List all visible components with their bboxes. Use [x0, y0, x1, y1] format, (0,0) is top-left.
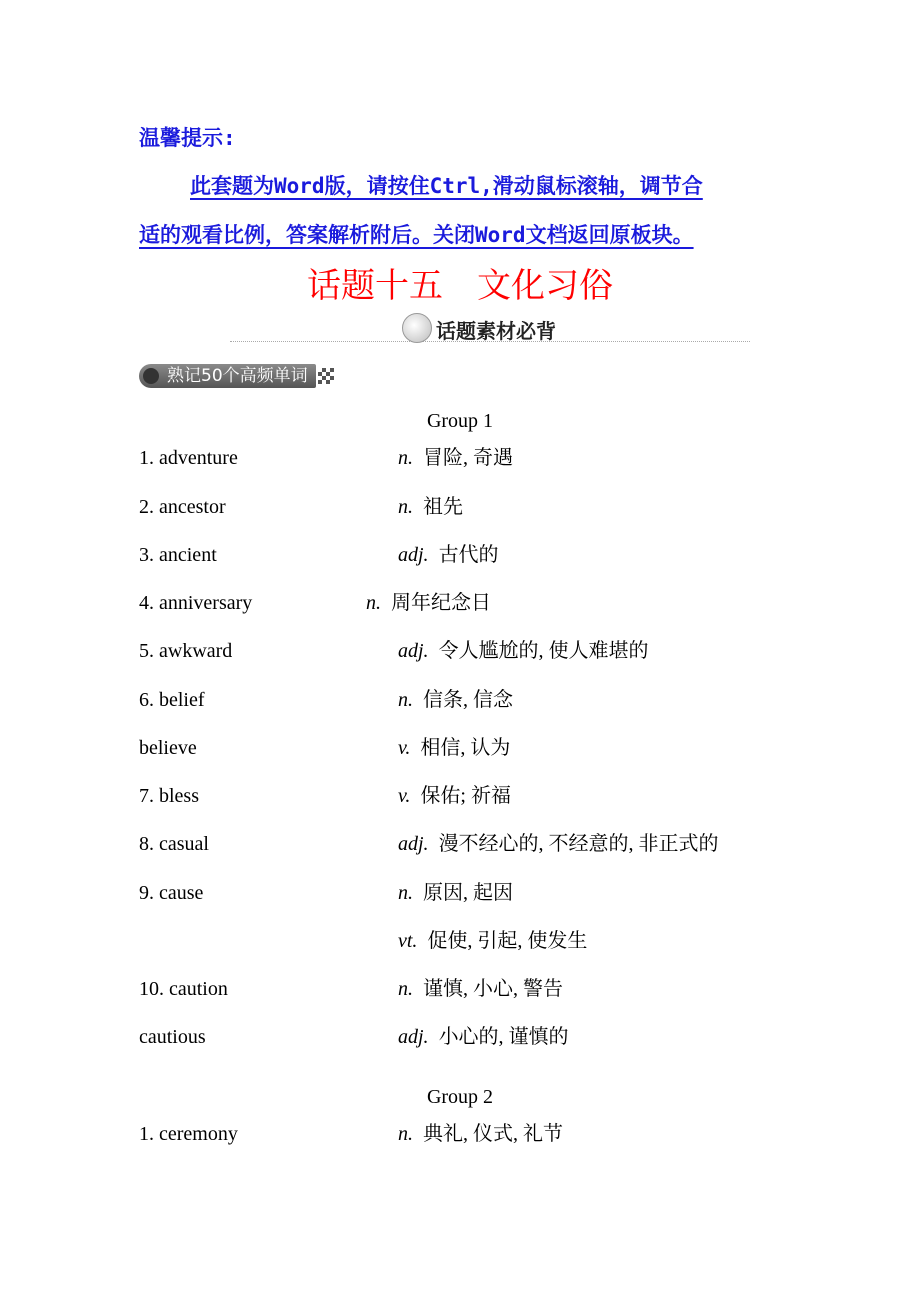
group-heading: Group 2: [426, 1085, 494, 1108]
graduation-cap-icon: [143, 368, 159, 384]
vocab-entry: [0, 443, 920, 473]
vocab-entry: [0, 636, 920, 666]
part-of-speech: v.: [398, 736, 411, 759]
vocab-definition: [398, 685, 513, 715]
vocab-word: 2. ancestor: [139, 495, 226, 518]
definition-text: 谨慎, 小心, 警告: [423, 978, 563, 1000]
part-of-speech: adj.: [398, 1026, 429, 1049]
tip-heading: 温馨提示:: [139, 126, 236, 150]
definition-text: 保佑; 祈福: [420, 785, 511, 807]
tip-link-line2[interactable]: 适的观看比例，答案解析附后。关闭Word文档返回原板块。: [139, 223, 694, 247]
vocab-definition: [398, 829, 719, 859]
vocab-entry: [0, 540, 920, 570]
section-banner: [230, 313, 750, 345]
definition-text: 相信, 认为: [420, 736, 511, 759]
part-of-speech: n.: [398, 1122, 413, 1145]
group-heading: Group 1: [426, 410, 494, 432]
vocab-word: cautious: [139, 1026, 206, 1049]
definition-text: 祖先: [423, 495, 463, 518]
part-of-speech: n.: [398, 688, 413, 711]
tip-link-line1[interactable]: 此套题为Word版，请按住Ctrl,滑动鼠标滚轴，调节合: [190, 174, 703, 198]
vocab-word: 9. cause: [139, 881, 204, 904]
vocab-entry: [0, 733, 920, 763]
definition-text: 促使, 引起, 使发生: [427, 929, 588, 952]
vocab-definition: [398, 636, 649, 666]
vocab-entry: [0, 1119, 920, 1149]
vocab-word: 1. adventure: [139, 447, 238, 470]
vocab-entry: [0, 1022, 920, 1052]
vocab-definition: [398, 1022, 569, 1052]
vocab-word: 5. awkward: [139, 640, 233, 663]
vocab-word: 8. casual: [139, 833, 209, 856]
vocab-definition: [398, 878, 513, 908]
vocab-entry: [0, 829, 920, 859]
vocab-word: 7. bless: [139, 785, 199, 807]
vocab-entry: [0, 588, 920, 618]
definition-text: 周年纪念日: [391, 592, 491, 614]
definition-text: 冒险, 奇遇: [423, 447, 513, 470]
vocab-word: 3. ancient: [139, 543, 217, 566]
part-of-speech: adj.: [398, 543, 429, 566]
part-of-speech: n.: [398, 447, 413, 470]
definition-text: 漫不经心的, 不经意的, 非正式的: [438, 833, 719, 856]
part-of-speech: n.: [366, 592, 381, 614]
part-of-speech: n.: [398, 495, 413, 518]
vocab-entry: [0, 781, 920, 811]
definition-text: 古代的: [438, 543, 499, 566]
definition-text: 令人尴尬的, 使人难堪的: [438, 640, 649, 663]
vocab-definition: [398, 492, 463, 522]
vocab-word: 10. caution: [139, 978, 228, 1000]
vocab-word: believe: [139, 736, 197, 759]
vocab-definition: [398, 733, 510, 763]
definition-text: 信条, 信念: [423, 688, 513, 711]
page-title: 话题十五 文化习俗: [307, 266, 613, 306]
vocab-entry: [0, 926, 920, 956]
vocab-entry: [0, 878, 920, 908]
vocab-definition: [398, 443, 513, 473]
part-of-speech: n.: [398, 881, 413, 904]
part-of-speech: n.: [398, 978, 413, 1000]
vocab-definition: [398, 926, 587, 956]
vocab-definition: [366, 588, 491, 618]
vocab-word: 1. ceremony: [139, 1122, 238, 1145]
part-of-speech: v.: [398, 785, 411, 807]
part-of-speech: vt.: [398, 929, 418, 952]
disc-icon: [402, 313, 432, 343]
vocab-definition: [398, 540, 499, 570]
vocab-definition: [398, 1119, 563, 1149]
vocab-word: 4. anniversary: [139, 592, 253, 614]
section-tag: [139, 364, 316, 388]
part-of-speech: adj.: [398, 640, 429, 663]
tag-label: 熟记50个高频单词: [167, 366, 308, 386]
vocab-definition: [398, 781, 511, 811]
definition-text: 典礼, 仪式, 礼节: [423, 1122, 563, 1145]
vocab-definition: [398, 974, 563, 1004]
vocab-word: 6. belief: [139, 688, 205, 711]
vocab-entry: [0, 492, 920, 522]
definition-text: 原因, 起因: [423, 881, 513, 904]
checker-flag-icon: [318, 368, 334, 384]
definition-text: 小心的, 谨慎的: [438, 1026, 569, 1049]
part-of-speech: adj.: [398, 833, 429, 856]
banner-label: 话题素材必背: [436, 319, 556, 343]
vocab-entry: [0, 974, 920, 1004]
vocab-entry: [0, 685, 920, 715]
